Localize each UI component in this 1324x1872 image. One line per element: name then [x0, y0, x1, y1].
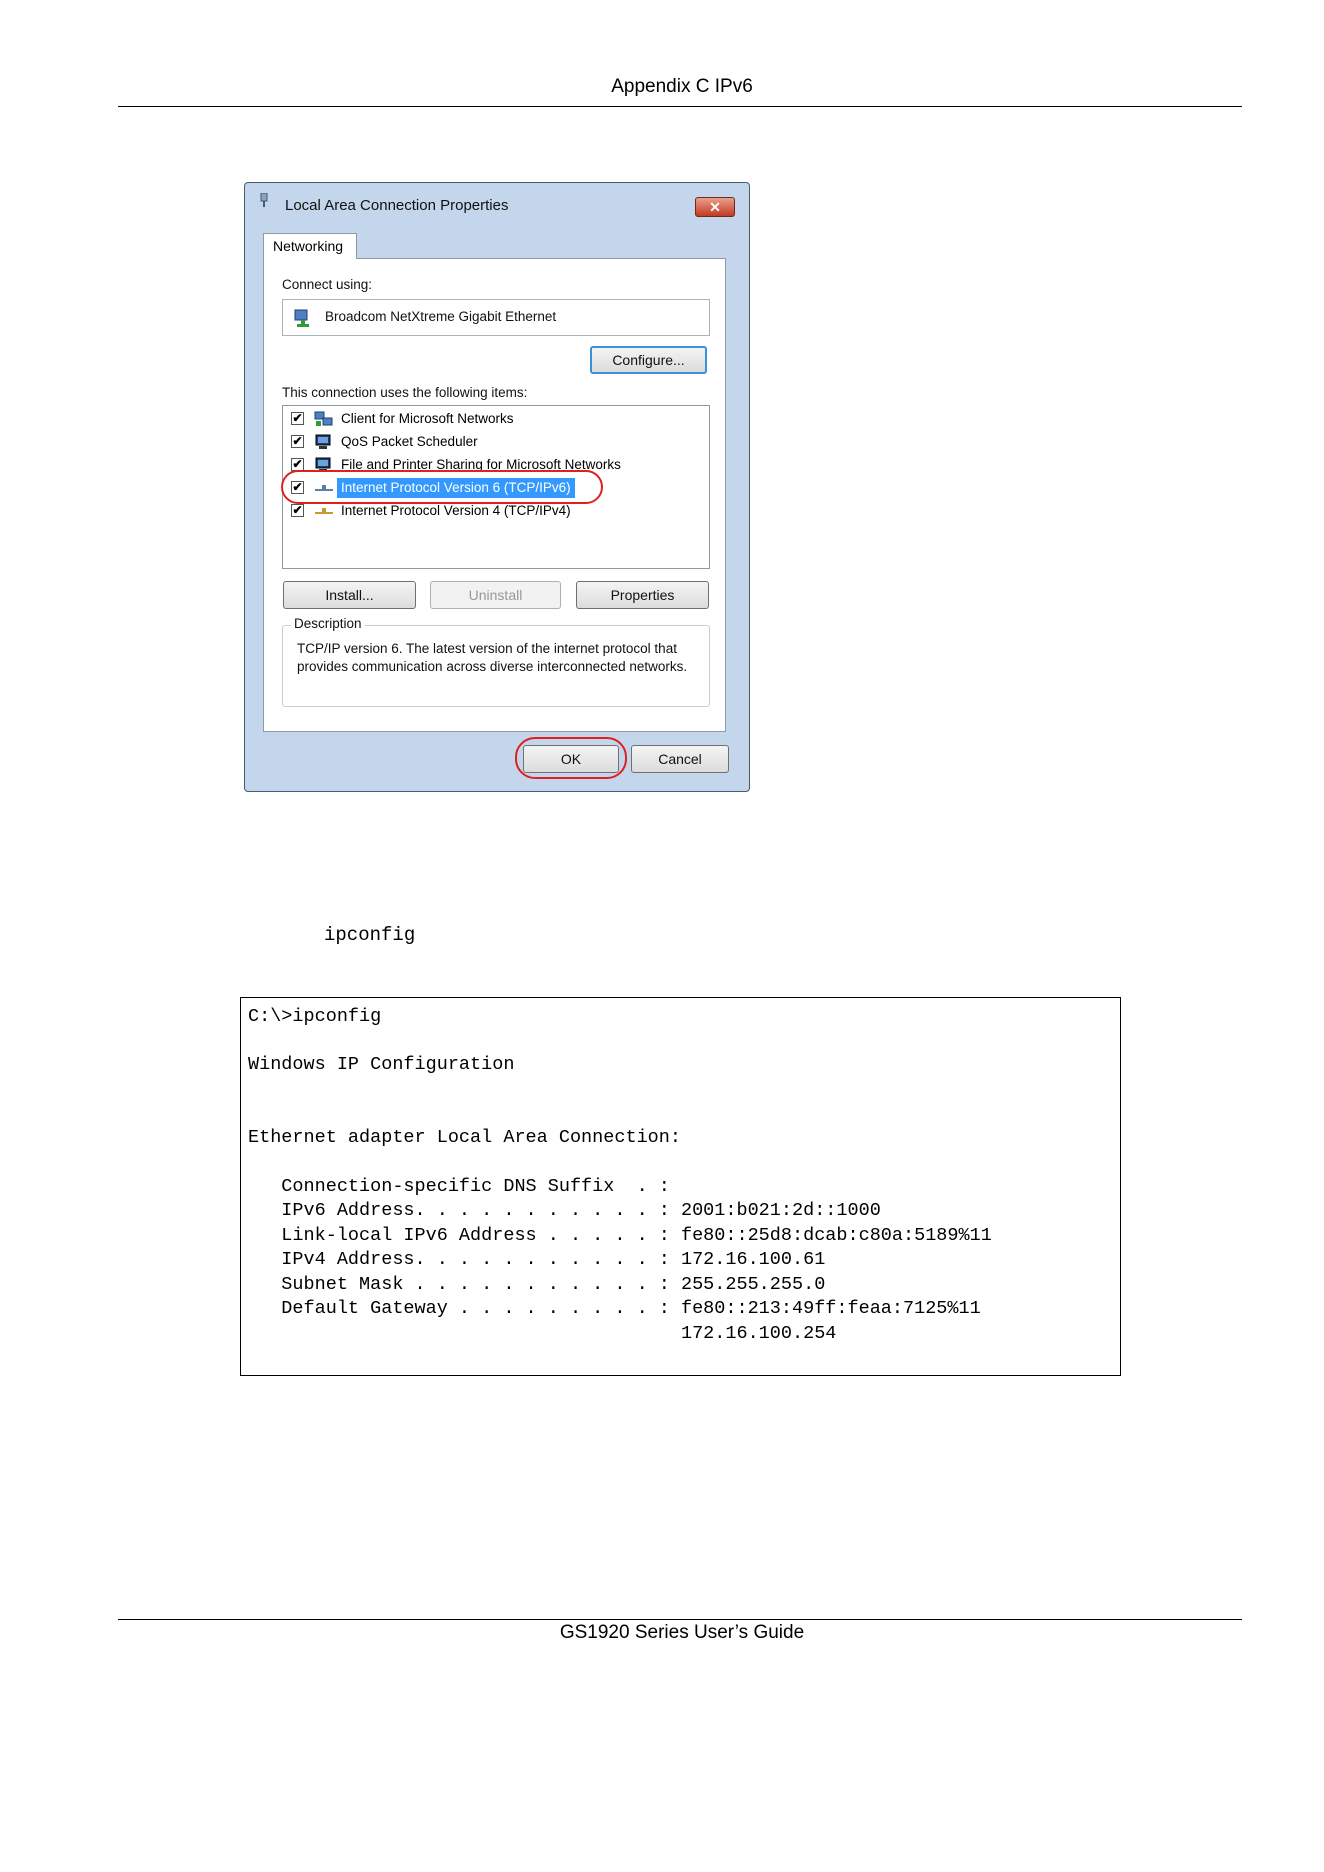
terminal-line: 172.16.100.254 — [248, 1323, 837, 1344]
checkbox[interactable]: ✔ — [292, 457, 303, 471]
list-item-label-selected: Internet Protocol Version 6 (TCP/IPv6) — [337, 478, 575, 498]
dialog-title: Local Area Connection Properties — [285, 197, 509, 214]
close-icon: ✕ — [709, 199, 721, 215]
checkbox[interactable]: ✔ — [292, 480, 303, 494]
list-item[interactable] — [291, 432, 701, 452]
checkbox[interactable]: ✔ — [292, 411, 303, 425]
checkbox[interactable]: ✔ — [292, 503, 303, 517]
ok-button[interactable]: OK — [523, 745, 619, 773]
terminal-line: Connection-specific DNS Suffix . : — [248, 1176, 670, 1197]
terminal-line: IPv4 Address. . . . . . . . . . . : 172.16.100.61 — [248, 1249, 826, 1270]
list-item-label: File and Printer Sharing for Microsoft Networks — [341, 457, 621, 472]
terminal-line: Windows IP Configuration — [248, 1054, 515, 1075]
dialog-titlebar — [245, 183, 749, 213]
list-item-label: Client for Microsoft Networks — [341, 411, 514, 426]
terminal-line: Default Gateway . . . . . . . . . : fe80::213:49ff:feaa:7125%11 — [248, 1298, 981, 1319]
install-button[interactable]: Install... — [283, 581, 416, 609]
adapter-name: Broadcom NetXtreme Gigabit Ethernet — [325, 309, 557, 324]
command-text: ipconfig — [324, 924, 416, 946]
connect-using-label: Connect using: — [282, 277, 373, 292]
terminal-line: Subnet Mask . . . . . . . . . . . : 255.255.255.0 — [248, 1274, 826, 1295]
uninstall-button[interactable]: Uninstall — [430, 581, 561, 609]
properties-button[interactable]: Properties — [576, 581, 709, 609]
configure-button[interactable]: Configure... — [590, 346, 707, 374]
terminal-line: Ethernet adapter Local Area Connection: — [248, 1127, 681, 1148]
description-group — [282, 616, 710, 707]
list-item-label: QoS Packet Scheduler — [341, 434, 478, 449]
local-area-connection-properties-dialog — [244, 182, 750, 792]
tab-networking[interactable]: Networking — [263, 233, 357, 259]
description-text: TCP/IP version 6. The latest version of the internet protocol that provides communication across diverse interconnected networks. — [297, 641, 688, 674]
cancel-button[interactable]: Cancel — [631, 745, 729, 773]
network-connection-icon — [259, 193, 269, 207]
network-client-icon — [314, 411, 334, 427]
ipconfig-output-box — [240, 997, 1121, 1376]
terminal-line: IPv6 Address. . . . . . . . . . . : 2001:b021:2d::1000 — [248, 1200, 881, 1221]
terminal-line: Link-local IPv6 Address . . . . . : fe80::25d8:dcab:c80a:5189%11 — [248, 1225, 992, 1246]
protocol-icon — [314, 503, 334, 519]
adapter-field — [282, 299, 710, 336]
list-item[interactable] — [291, 501, 701, 521]
ok-highlight-annotation — [515, 737, 627, 779]
terminal-line: C:\>ipconfig — [248, 1006, 382, 1027]
page-footer-title: GS1920 Series User’s Guide — [559, 1622, 805, 1643]
ipv6-highlight-annotation — [281, 470, 603, 504]
description-label: Description — [291, 616, 365, 631]
network-adapter-icon — [293, 308, 313, 328]
scheduler-icon — [314, 434, 334, 450]
list-item-label: Internet Protocol Version 4 (TCP/IPv4) — [341, 503, 571, 518]
close-button[interactable] — [695, 197, 735, 217]
checkbox[interactable]: ✔ — [292, 434, 303, 448]
list-item[interactable] — [291, 409, 701, 429]
items-label: This connection uses the following items: — [282, 385, 528, 400]
page-header-title: Appendix C IPv6 — [611, 76, 753, 97]
footer-rule — [118, 1619, 1242, 1620]
header-rule — [118, 106, 1242, 107]
